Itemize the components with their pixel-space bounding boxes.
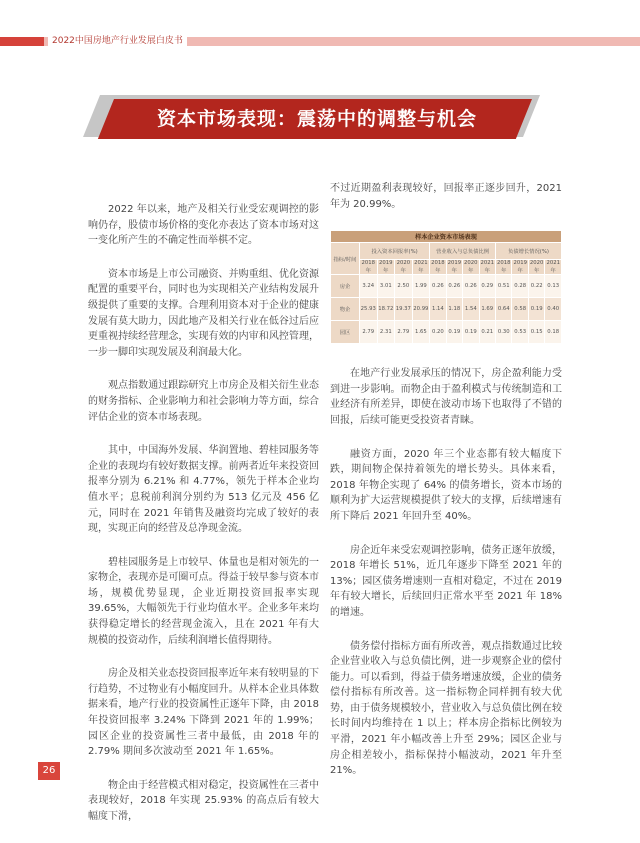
table-cell: 0.21	[479, 321, 495, 344]
table-cell: 0.19	[463, 321, 479, 344]
table-cell: 18.72	[377, 298, 395, 321]
paragraph: 2022 年以来，地产及相关行业受宏观调控的影响仍存，股债市场价格的变化亦表达了资本市场对这一变化所产生的不确定性而举棋不定。	[88, 204, 319, 247]
table-cell: 1.14	[430, 298, 446, 321]
column-group-header: 营业收入与总负债比例	[430, 243, 496, 260]
year-header: 2018年	[360, 260, 378, 275]
table-cell: 2.79	[360, 321, 378, 344]
paragraph: 房企近年来受宏观调控影响，债务正逐年放缓，2018 年增长 51%，近几年逐步下降至 2021 年的 13%；园区债务增速则一直相对稳定，不过在 2019 年有较大增长，后续回归正常水平至 2021 年 18% 的增速。	[330, 544, 562, 618]
table-cell: 0.20	[430, 321, 446, 344]
table-cell: 2.31	[377, 321, 395, 344]
table-cell: 0.28	[512, 275, 528, 298]
year-header: 2021年	[412, 260, 430, 275]
table-cell: 1.69	[479, 298, 495, 321]
row-label: 园区	[331, 321, 360, 344]
table-cell: 1.99	[412, 275, 430, 298]
table-cell: 0.26	[463, 275, 479, 298]
paragraph: 资本市场是上市公司融资、并购重组、优化资源配置的重要平台，同时也为实现相关产业结构发展升级提供了重要的支撑。合理利用资本对于企业的健康发展有莫大助力，因此地产及相关行业在低谷过后应更重视持续经营理念，实现有效的内审和风控管理，一步一脚印实现发展及利润最大化。	[88, 268, 319, 358]
table-cell: 0.51	[496, 275, 512, 298]
row-header-label: 指标/时间	[331, 243, 360, 275]
table-cell: 25.93	[360, 298, 378, 321]
column-group-header: 负债增长情况(%)	[496, 243, 562, 260]
left-column	[88, 202, 319, 843]
page-number: 26	[38, 762, 60, 780]
paragraph: 房企及相关业态投资回报率近年来有较明显的下行趋势，不过物业有小幅度回升。从样本企业具体数据来看，地产行业的投资属性正逐年下降，由 2018 年投资回报率 3.24% 下降到 2021 年的 1.99%；园区企业的投资属性三者中最低，由 2018 年的 2.79% 期间多次波动至 2021 年 1.65%。	[88, 668, 319, 758]
table-cell: 0.58	[512, 298, 528, 321]
table-cell: 2.79	[395, 321, 413, 344]
year-header: 2020年	[464, 260, 478, 275]
paragraph: 其中，中国海外发展、华润置地、碧桂园服务等企业的表现均有较好数据支撑。前两者近年来投资回报率分别为 6.21% 和 4.77%，领先于样本企业均值水平；息税前利润分别约为 513 亿元及 456 亿元，同时在 2021 年销售及融资均完成了较好的表现，实现正向的经营及总净现金流。	[88, 445, 319, 535]
year-header: 2019年	[447, 260, 462, 275]
table-cell: 3.01	[377, 275, 395, 298]
table-cell: 0.15	[528, 321, 544, 344]
table-cell: 0.26	[446, 275, 462, 298]
year-header: 2020年	[395, 260, 413, 275]
paragraph: 观点指数通过跟踪研究上市房企及相关衍生业态的财务指标、企业影响力和社会影响力等方面，综合评估企业的资本市场表现。	[88, 380, 319, 423]
paragraph-continued: 不过近期盈利表现较好，回报率正逐步回升，2021 年为 20.99%。	[330, 183, 562, 210]
row-label: 物企	[331, 298, 360, 321]
table-cell: 0.30	[496, 321, 512, 344]
year-header: 2018年	[431, 260, 445, 275]
table-cell: 0.40	[545, 298, 562, 321]
year-header: 2018年	[496, 260, 511, 275]
table-cell: 0.19	[446, 321, 462, 344]
table-title: 样本企业资本市场表现	[331, 231, 562, 243]
year-header: 2021年	[546, 260, 560, 275]
table-cell: 0.19	[528, 298, 544, 321]
table-cell: 0.22	[528, 275, 544, 298]
table-cell: 0.64	[496, 298, 512, 321]
section-title: 资本市场表现：震荡中的调整与机会	[156, 108, 477, 130]
running-header: 2022中国房地产行业发展白皮书	[48, 34, 187, 48]
year-header: 2021年	[480, 260, 494, 275]
year-header: 2019年	[377, 260, 395, 275]
table-cell: 0.26	[430, 275, 446, 298]
table-cell: 0.18	[545, 321, 562, 344]
table-cell: 1.54	[463, 298, 479, 321]
capital-market-table	[330, 230, 562, 344]
paragraph: 融资方面，2020 年三个业态都有较大幅度下跌，期间物企保持着领先的增长势头。具体来看，2018 年物企实现了 64% 的债务增长，资本市场的顺利为扩大运营规模提供了较大的支撑，后续增速有所下降后 2021 年回升至 40%。	[330, 448, 562, 522]
table-row	[331, 321, 562, 344]
table-cell: 19.37	[395, 298, 413, 321]
table-cell: 3.24	[360, 275, 378, 298]
header-accent	[0, 37, 44, 46]
paragraph: 碧桂园服务是上市较早、体量也是相对领先的一家物企，表现亦是可圈可点。得益于较早参与资本市场，规模优势显现，企业近期投资回报率实现 39.65%，大幅领先于行业均值水平。企业多年来均获得稳定增长的经营现金流入，且在 2021 年有大规模的投资动作，后续利润增长值得期待。	[88, 556, 319, 646]
table-row	[331, 275, 562, 298]
column-group-header: 投入资本回报率(%)	[360, 243, 430, 260]
table-cell: 1.65	[412, 321, 430, 344]
year-header: 2020年	[529, 260, 544, 275]
row-label: 房企	[331, 275, 360, 298]
table-cell: 0.29	[479, 275, 495, 298]
table-cell: 2.50	[395, 275, 413, 298]
right-column	[330, 181, 562, 797]
paragraph: 债务偿付指标方面有所改善，观点指数通过比较企业营业收入与总负债比例，进一步观察企业的偿付能力。可以看到，得益于债务增速放缓，企业的债务偿付指标有所改善。这一指标物企同样拥有较大优势，由于债务规模较小，营业收入与总负债比例在较长时间内均维持在 1 以上；样本房企指标比例较为平滑，2021 年小幅改善上升至 29%；园区企业与房企相差较小，指标保持小幅波动，2021 年升至 21%。	[330, 640, 562, 777]
table-cell: 0.53	[512, 321, 528, 344]
paragraph: 物企由于经营模式相对稳定，投资属性在三者中表现较好，2018 年实现 25.93% 的高点后有较大幅度下滑，	[88, 779, 319, 822]
section-banner	[100, 95, 540, 137]
table-cell: 1.18	[446, 298, 462, 321]
table-cell: 0.13	[545, 275, 562, 298]
paragraph: 在地产行业发展承压的情况下，房企盈利能力受到进一步影响。而物企由于盈利模式与传统制造和工业经济有所差异，即使在波动市场下也取得了不错的回报，后续可能更受投资者青睐。	[330, 368, 562, 426]
table-cell: 20.99	[412, 298, 430, 321]
data-table	[330, 230, 562, 344]
table-row	[331, 298, 562, 321]
year-header: 2019年	[513, 260, 527, 275]
